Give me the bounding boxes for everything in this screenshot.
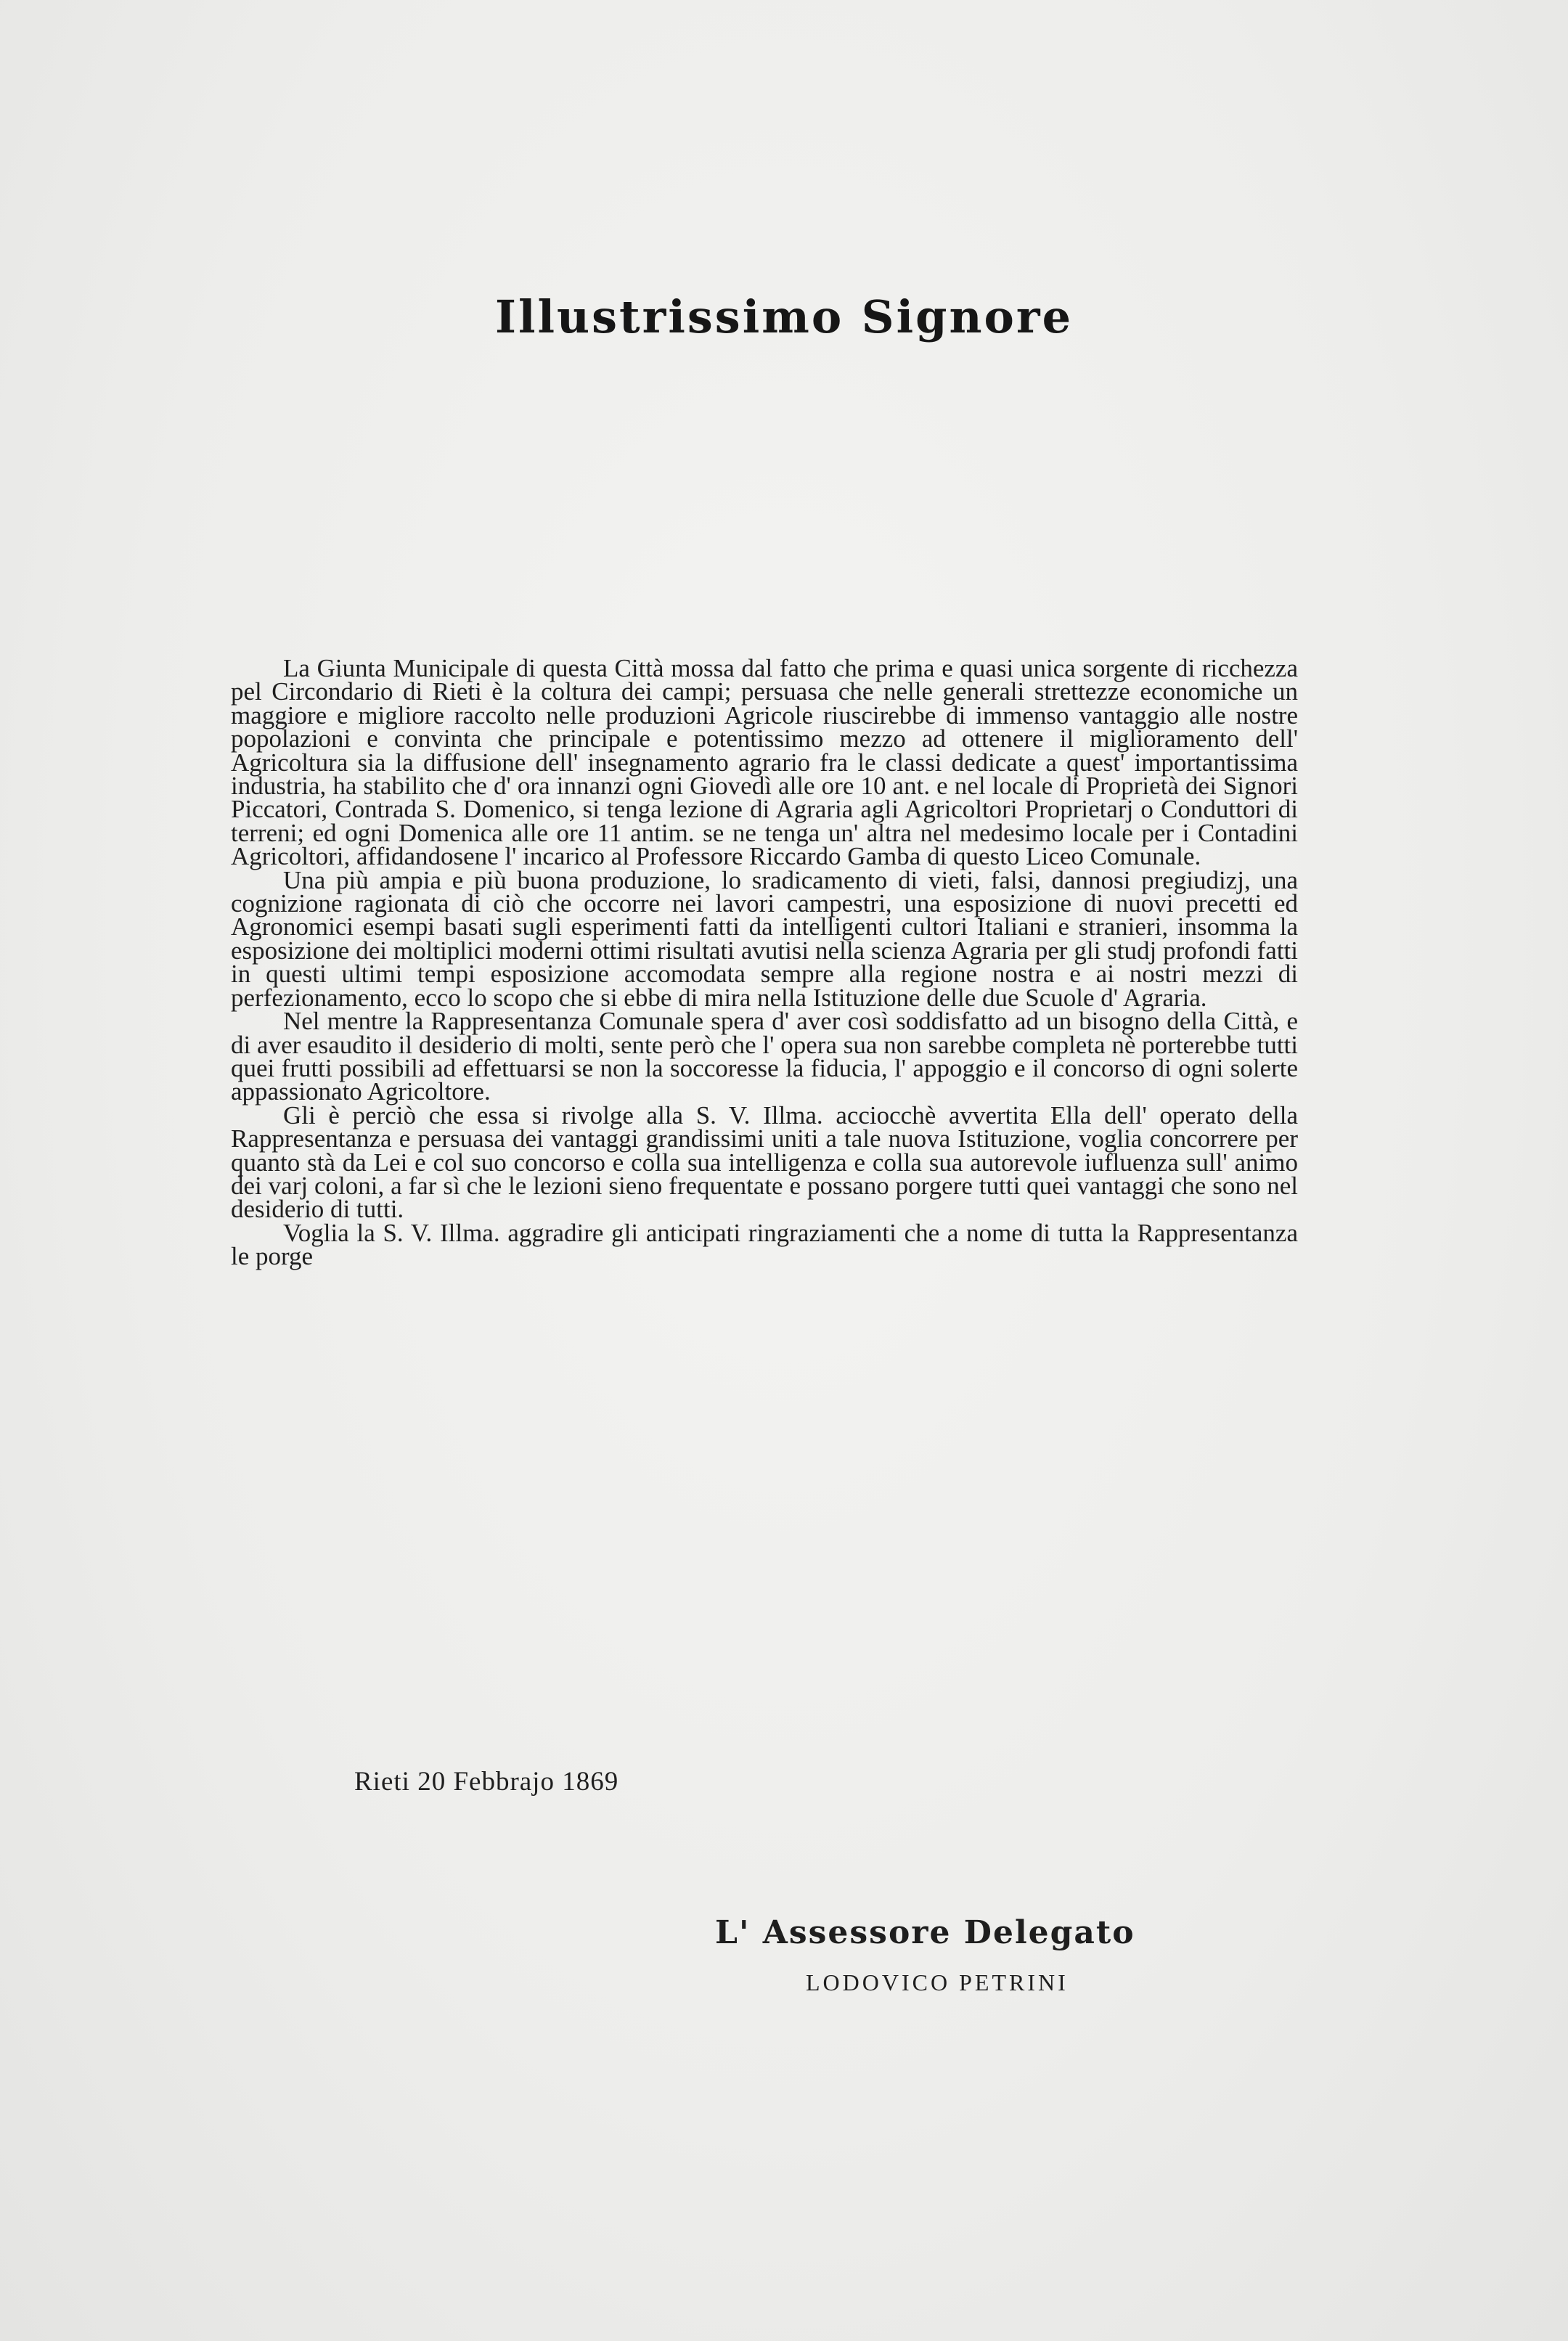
paragraph-4: Gli è perciò che essa si rivolge alla S. V. Illma. acciocchè avvertita Ella dell' operato della Rappresentanza e persuasa dei vantaggi grandissimi uniti a tale nuova Istituzione, voglia concorrere per quanto stà da Lei e col suo concorso e colla sua intelligenza e colla sua autorevole iufluenza sull' animo dei varj coloni, a far sì che le lezioni sieno frequentate e possano porgere tutti quei vantaggi che sono nel desiderio di tutti. <box>231 1100 1298 1224</box>
paragraph-3: Nel mentre la Rappresentanza Comunale spera d' aver così soddisfatto ad un bisogno della Città, e di aver esaudito il desiderio di molti, sente però che l' opera sua non sarebbe completa nè porterebbe tutti quei frutti possibili ad effettuarsi se non la soccoresse la fiducia, l' appoggio e il concorso di ogni solerte appassionato Agricoltore. <box>231 1007 1298 1106</box>
paragraph-5: Voglia la S. V. Illma. aggradire gli anticipati ringraziamenti che a nome di tutta la Rappresentanza le porge <box>231 1218 1298 1271</box>
paragraph-1: La Giunta Municipale di questa Città mossa dal fatto che prima e quasi unica sorgente di ricchezza pel Circondario di Rieti è la coltura dei campi; persuasa che nelle generali strettezze economiche un maggiore e migliore raccolto nelle produzioni Agricole riuscirebbe di immenso vantaggio alle nostre popolazioni e convinta che principale e potentissimo mezzo ad ottenere il miglioramento dell' Agricoltura sia la diffusione dell' insegnamento agrario fra le classi dedicate a quest' importantissima industria, ha stabilito che d' ora innanzi ogni Giovedì alle ore 10 ant. e nel locale di Proprietà dei Signori Piccatori, Contrada S. Domenico, si tenga lezione di Agraria agli Agricoltori Proprietarj o Conduttori di terreni; ed ogni Domenica alle ore 11 antim. se ne tenga un' altra nel medesimo locale per i Contadini Agricoltori, affidandosene l' incarico al Professore Riccardo Gamba di questo Liceo Comunale. <box>231 654 1298 871</box>
dateline: Rieti 20 Febbrajo 1869 <box>354 1767 619 1797</box>
letter-body <box>231 654 1298 1271</box>
document-heading: Illustrissimo Signore <box>494 290 1074 343</box>
paragraph-2: Una più ampia e più buona produzione, lo sradicamento di vieti, falsi, dannosi pregiudizj, una cognizione ragionata di ciò che occorre nei lavori campestri, una esposizione di nuovi precetti ed Agronomici esempi basati sugli esperimenti fatti da intelligenti cultori Italiani e stranieri, insomma la esposizione dei moltiplici moderni ottimi risultati avutisi nella scienza Agraria per gli studj profondi fatti in questi ultimi tempi esposizione accomodata sempre alla regione nostra e ai nostri mezzi di perfezionamento, ecco lo scopo che si ebbe di mira nella Istituzione delle due Scuole d' Agraria. <box>231 865 1298 1012</box>
signature-name: LODOVICO PETRINI <box>806 1969 1069 1995</box>
signature-title: L' Assessore Delegato <box>715 1914 1135 1951</box>
